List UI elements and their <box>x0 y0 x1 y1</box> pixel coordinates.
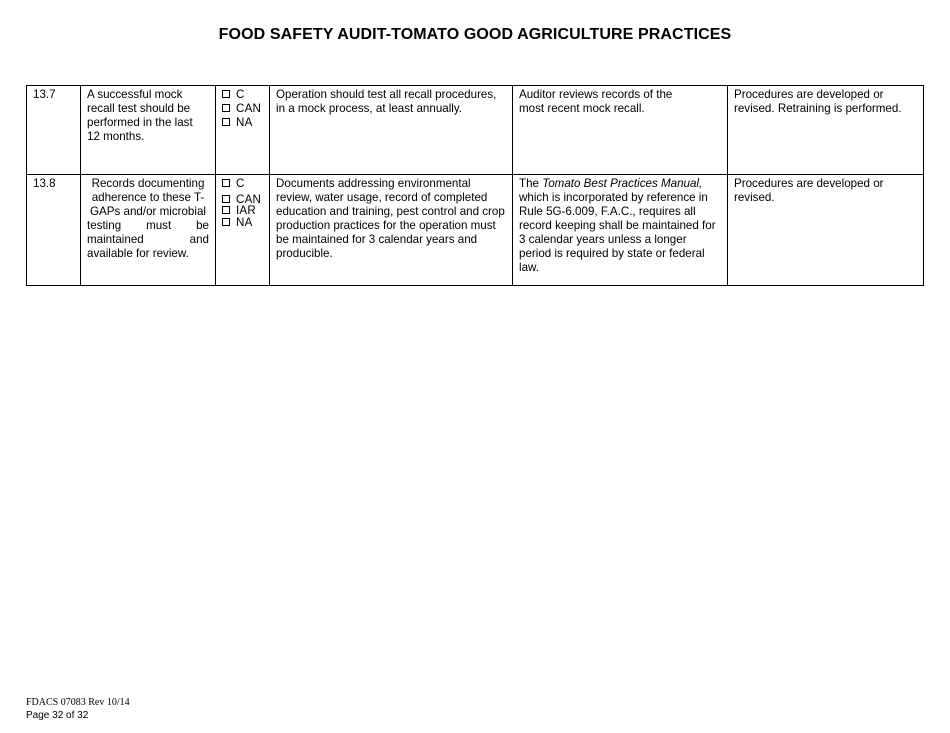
audit-table <box>26 85 924 286</box>
checkbox-label: IAR <box>236 204 256 217</box>
requirement-text <box>87 177 209 219</box>
checkbox-label: C <box>236 88 245 101</box>
verification-prefix: The <box>519 177 543 190</box>
guidance-cell: Operation should test all recall procedures, in a mock process, at least annually. <box>270 86 513 175</box>
checkbox-icon[interactable] <box>222 118 230 126</box>
requirement-word: maintained <box>87 233 144 246</box>
checkbox-group <box>216 175 270 286</box>
requirement-line <box>87 233 209 247</box>
checkbox-label: NA <box>236 216 253 229</box>
corrective-action-cell: Procedures are developed or revised. Retraining is performed. <box>728 86 924 175</box>
table-row <box>27 175 924 286</box>
requirement-word: and <box>189 233 209 246</box>
requirement-cell: A successful mock recall test should be performed in the last 12 months. <box>81 86 216 175</box>
requirement-line: GAPs and/or microbial <box>90 205 206 218</box>
requirement-line <box>87 219 209 233</box>
checkbox-option-iar[interactable] <box>222 205 263 216</box>
requirement-word: must <box>146 219 172 232</box>
manual-title: Tomato Best Practices Manual, <box>542 177 703 190</box>
checkbox-icon[interactable] <box>222 218 230 226</box>
table-row <box>27 86 924 175</box>
requirement-word: be <box>196 219 209 232</box>
checkbox-icon[interactable] <box>222 104 230 112</box>
checkbox-option-c[interactable] <box>222 177 263 191</box>
document-title: FOOD SAFETY AUDIT-TOMATO GOOD AGRICULTURE PRACTICES <box>218 26 732 43</box>
verification-rest: which is incorporated by reference in Rule 5G-6.009, F.A.C., requires all record keeping shall be maintained for 3 calendar years unless a longer period is required by state or federal law. <box>519 191 716 274</box>
verification-cell <box>513 175 728 286</box>
checkbox-option-na[interactable] <box>222 116 263 130</box>
checkbox-option-c[interactable] <box>222 88 263 102</box>
checkbox-label: C <box>236 177 245 190</box>
requirement-word: testing <box>87 219 122 232</box>
corrective-action-cell: Procedures are developed or revised. <box>728 175 924 286</box>
checkbox-icon[interactable] <box>222 195 230 203</box>
checkbox-label: NA <box>236 116 253 129</box>
requirement-line: Records documenting <box>91 177 205 190</box>
checkbox-label: CAN <box>236 102 262 115</box>
item-number: 13.8 <box>27 175 81 286</box>
page-number: Page 32 of 32 <box>26 710 89 721</box>
page-footer <box>26 696 130 722</box>
checkbox-option-na[interactable] <box>222 216 263 230</box>
requirement-line: available for review. <box>87 247 189 260</box>
checkbox-icon[interactable] <box>222 206 230 214</box>
form-number: FDACS 07083 Rev 10/14 <box>26 697 130 708</box>
guidance-cell: Documents addressing environmental review, water usage, record of completed education and training, pest control and crop production practices for the operation must be maintained for 3 calendar years and producible. <box>270 175 513 286</box>
checkbox-icon[interactable] <box>222 90 230 98</box>
checkbox-label: CAN <box>236 193 262 206</box>
verification-cell: Auditor reviews records of the most recent mock recall. <box>513 86 728 175</box>
checkbox-icon[interactable] <box>222 179 230 187</box>
checkbox-option-can[interactable] <box>222 102 263 116</box>
checkbox-group <box>216 86 270 175</box>
requirement-line: adherence to these T- <box>91 191 205 204</box>
item-number: 13.7 <box>27 86 81 175</box>
requirement-cell <box>81 175 216 286</box>
